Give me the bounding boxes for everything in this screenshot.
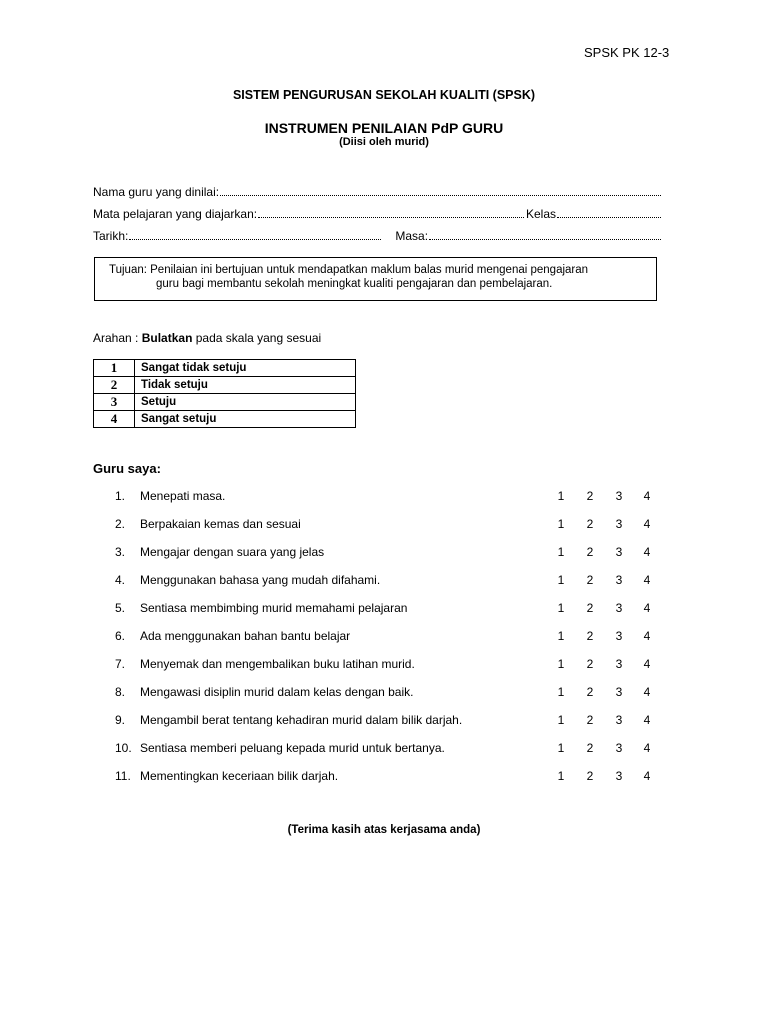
form-subtitle: (Diisi oleh murid) bbox=[339, 136, 429, 148]
question-number: 9. bbox=[115, 713, 126, 727]
question-text: Mengawasi disiplin murid dalam kelas dengan baik. bbox=[140, 685, 414, 699]
purpose-line-1: Tujuan: Penilaian ini bertujuan untuk mendapatkan maklum balas murid mengenai pengajaran bbox=[109, 264, 589, 276]
question-text: Ada menggunakan bahan bantu belajar bbox=[140, 629, 351, 643]
question-number: 4. bbox=[115, 573, 126, 587]
teacher-name-label: Nama guru yang dinilai: bbox=[93, 185, 220, 199]
scale-number: 1 bbox=[94, 360, 135, 377]
purpose-box bbox=[94, 257, 657, 301]
question-text: Sentiasa membimbing murid memahami pelajaran bbox=[140, 601, 408, 615]
class-label: Kelas bbox=[525, 207, 556, 221]
instruction bbox=[93, 331, 321, 345]
scale-row bbox=[94, 411, 356, 428]
question-row bbox=[0, 685, 768, 701]
question-text: Sentiasa memberi peluang kepada murid untuk bertanya. bbox=[140, 741, 445, 755]
rating-option-1[interactable]: 1 bbox=[557, 741, 565, 755]
thanks-note: (Terima kasih atas kerjasama anda) bbox=[287, 824, 481, 836]
question-text: Menggunakan bahasa yang mudah difahami. bbox=[140, 573, 381, 587]
instruction-bold: Bulatkan bbox=[141, 331, 193, 345]
rating-option-4[interactable]: 4 bbox=[643, 685, 651, 699]
scale-row bbox=[94, 394, 356, 411]
rating-option-2[interactable]: 2 bbox=[586, 685, 594, 699]
question-text: Mengambil berat tentang kehadiran murid dalam bilik darjah. bbox=[140, 713, 463, 727]
rating-option-1[interactable]: 1 bbox=[557, 573, 565, 587]
rating-option-2[interactable]: 2 bbox=[586, 629, 594, 643]
rating-option-4[interactable]: 4 bbox=[643, 573, 651, 587]
question-row bbox=[0, 545, 768, 561]
question-row bbox=[0, 657, 768, 673]
scale-label: Sangat tidak setuju bbox=[135, 360, 356, 377]
rating-option-2[interactable]: 2 bbox=[586, 489, 594, 503]
question-number: 2. bbox=[115, 517, 126, 531]
rating-option-2[interactable]: 2 bbox=[586, 517, 594, 531]
rating-option-4[interactable]: 4 bbox=[643, 741, 651, 755]
rating-option-4[interactable]: 4 bbox=[643, 517, 651, 531]
question-text: Menyemak dan mengembalikan buku latihan murid. bbox=[140, 657, 415, 671]
rating-option-3[interactable]: 3 bbox=[615, 573, 623, 587]
system-title: SISTEM PENGURUSAN SEKOLAH KUALITI (SPSK) bbox=[232, 88, 536, 102]
rating-option-3[interactable]: 3 bbox=[615, 685, 623, 699]
rating-option-1[interactable]: 1 bbox=[557, 685, 565, 699]
scale-row bbox=[94, 377, 356, 394]
scale-label: Sangat setuju bbox=[135, 411, 356, 428]
question-row bbox=[0, 601, 768, 617]
question-row bbox=[0, 517, 768, 533]
rating-option-3[interactable]: 3 bbox=[615, 489, 623, 503]
subject-field[interactable] bbox=[93, 205, 663, 221]
rating-option-1[interactable]: 1 bbox=[557, 517, 565, 531]
question-row bbox=[0, 769, 768, 785]
rating-option-3[interactable]: 3 bbox=[615, 517, 623, 531]
rating-option-4[interactable]: 4 bbox=[643, 713, 651, 727]
rating-option-1[interactable]: 1 bbox=[557, 769, 565, 783]
rating-option-1[interactable]: 1 bbox=[557, 601, 565, 615]
rating-option-3[interactable]: 3 bbox=[615, 713, 623, 727]
question-number: 8. bbox=[115, 685, 126, 699]
rating-option-1[interactable]: 1 bbox=[557, 629, 565, 643]
rating-option-2[interactable]: 2 bbox=[586, 769, 594, 783]
rating-option-2[interactable]: 2 bbox=[586, 601, 594, 615]
questions-heading: Guru saya: bbox=[93, 461, 161, 476]
scale-number: 2 bbox=[94, 377, 135, 394]
question-number: 7. bbox=[115, 657, 126, 671]
rating-option-2[interactable]: 2 bbox=[586, 741, 594, 755]
question-row bbox=[0, 713, 768, 729]
time-dotted-line[interactable] bbox=[429, 238, 661, 240]
question-text: Mementingkan keceriaan bilik darjah. bbox=[140, 769, 339, 783]
rating-option-2[interactable]: 2 bbox=[586, 573, 594, 587]
class-dotted-line[interactable] bbox=[557, 216, 661, 218]
rating-option-3[interactable]: 3 bbox=[615, 629, 623, 643]
scale-number: 4 bbox=[94, 411, 135, 428]
time-label: Masa: bbox=[395, 229, 429, 243]
question-text: Menepati masa. bbox=[140, 489, 226, 503]
scale-number: 3 bbox=[94, 394, 135, 411]
document-code: SPSK PK 12-3 bbox=[584, 45, 670, 60]
question-number: 5. bbox=[115, 601, 126, 615]
subject-dotted-line[interactable] bbox=[258, 216, 524, 218]
date-label: Tarikh: bbox=[93, 229, 129, 243]
scale-row bbox=[94, 360, 356, 377]
rating-option-4[interactable]: 4 bbox=[643, 601, 651, 615]
rating-option-2[interactable]: 2 bbox=[586, 657, 594, 671]
question-number: 6. bbox=[115, 629, 126, 643]
question-row bbox=[0, 489, 768, 505]
instruction-suffix: pada skala yang sesuai bbox=[195, 331, 322, 345]
question-text: Mengajar dengan suara yang jelas bbox=[140, 545, 325, 559]
date-dotted-line[interactable] bbox=[129, 238, 381, 240]
teacher-name-field[interactable] bbox=[93, 183, 663, 199]
rating-option-2[interactable]: 2 bbox=[586, 545, 594, 559]
rating-option-1[interactable]: 1 bbox=[557, 713, 565, 727]
rating-option-1[interactable]: 1 bbox=[557, 545, 565, 559]
question-text: Berpakaian kemas dan sesuai bbox=[140, 517, 301, 531]
purpose-line-2: guru bagi membantu sekolah meningkat kualiti pengajaran dan pembelajaran. bbox=[156, 278, 553, 290]
date-time-field[interactable] bbox=[93, 227, 663, 243]
question-row bbox=[0, 573, 768, 589]
form-title: INSTRUMEN PENILAIAN PdP GURU bbox=[264, 120, 504, 136]
teacher-name-dotted-line[interactable] bbox=[220, 194, 661, 196]
rating-option-4[interactable]: 4 bbox=[643, 769, 651, 783]
rating-option-1[interactable]: 1 bbox=[557, 657, 565, 671]
rating-option-4[interactable]: 4 bbox=[643, 657, 651, 671]
rating-option-3[interactable]: 3 bbox=[615, 741, 623, 755]
instruction-prefix: Arahan : bbox=[93, 331, 139, 345]
rating-option-4[interactable]: 4 bbox=[643, 489, 651, 503]
rating-option-3[interactable]: 3 bbox=[615, 769, 623, 783]
scale-table bbox=[93, 359, 356, 428]
rating-option-3[interactable]: 3 bbox=[615, 545, 623, 559]
scale-label: Tidak setuju bbox=[135, 377, 356, 394]
rating-option-4[interactable]: 4 bbox=[643, 545, 651, 559]
question-row bbox=[0, 741, 768, 757]
rating-option-1[interactable]: 1 bbox=[557, 489, 565, 503]
question-number: 11. bbox=[115, 769, 131, 783]
rating-option-3[interactable]: 3 bbox=[615, 601, 623, 615]
question-number: 1. bbox=[115, 489, 126, 503]
subject-label: Mata pelajaran yang diajarkan: bbox=[93, 207, 258, 221]
rating-option-2[interactable]: 2 bbox=[586, 713, 594, 727]
question-number: 10. bbox=[115, 741, 132, 755]
question-row bbox=[0, 629, 768, 645]
scale-label: Setuju bbox=[135, 394, 356, 411]
rating-option-4[interactable]: 4 bbox=[643, 629, 651, 643]
rating-option-3[interactable]: 3 bbox=[615, 657, 623, 671]
question-number: 3. bbox=[115, 545, 126, 559]
